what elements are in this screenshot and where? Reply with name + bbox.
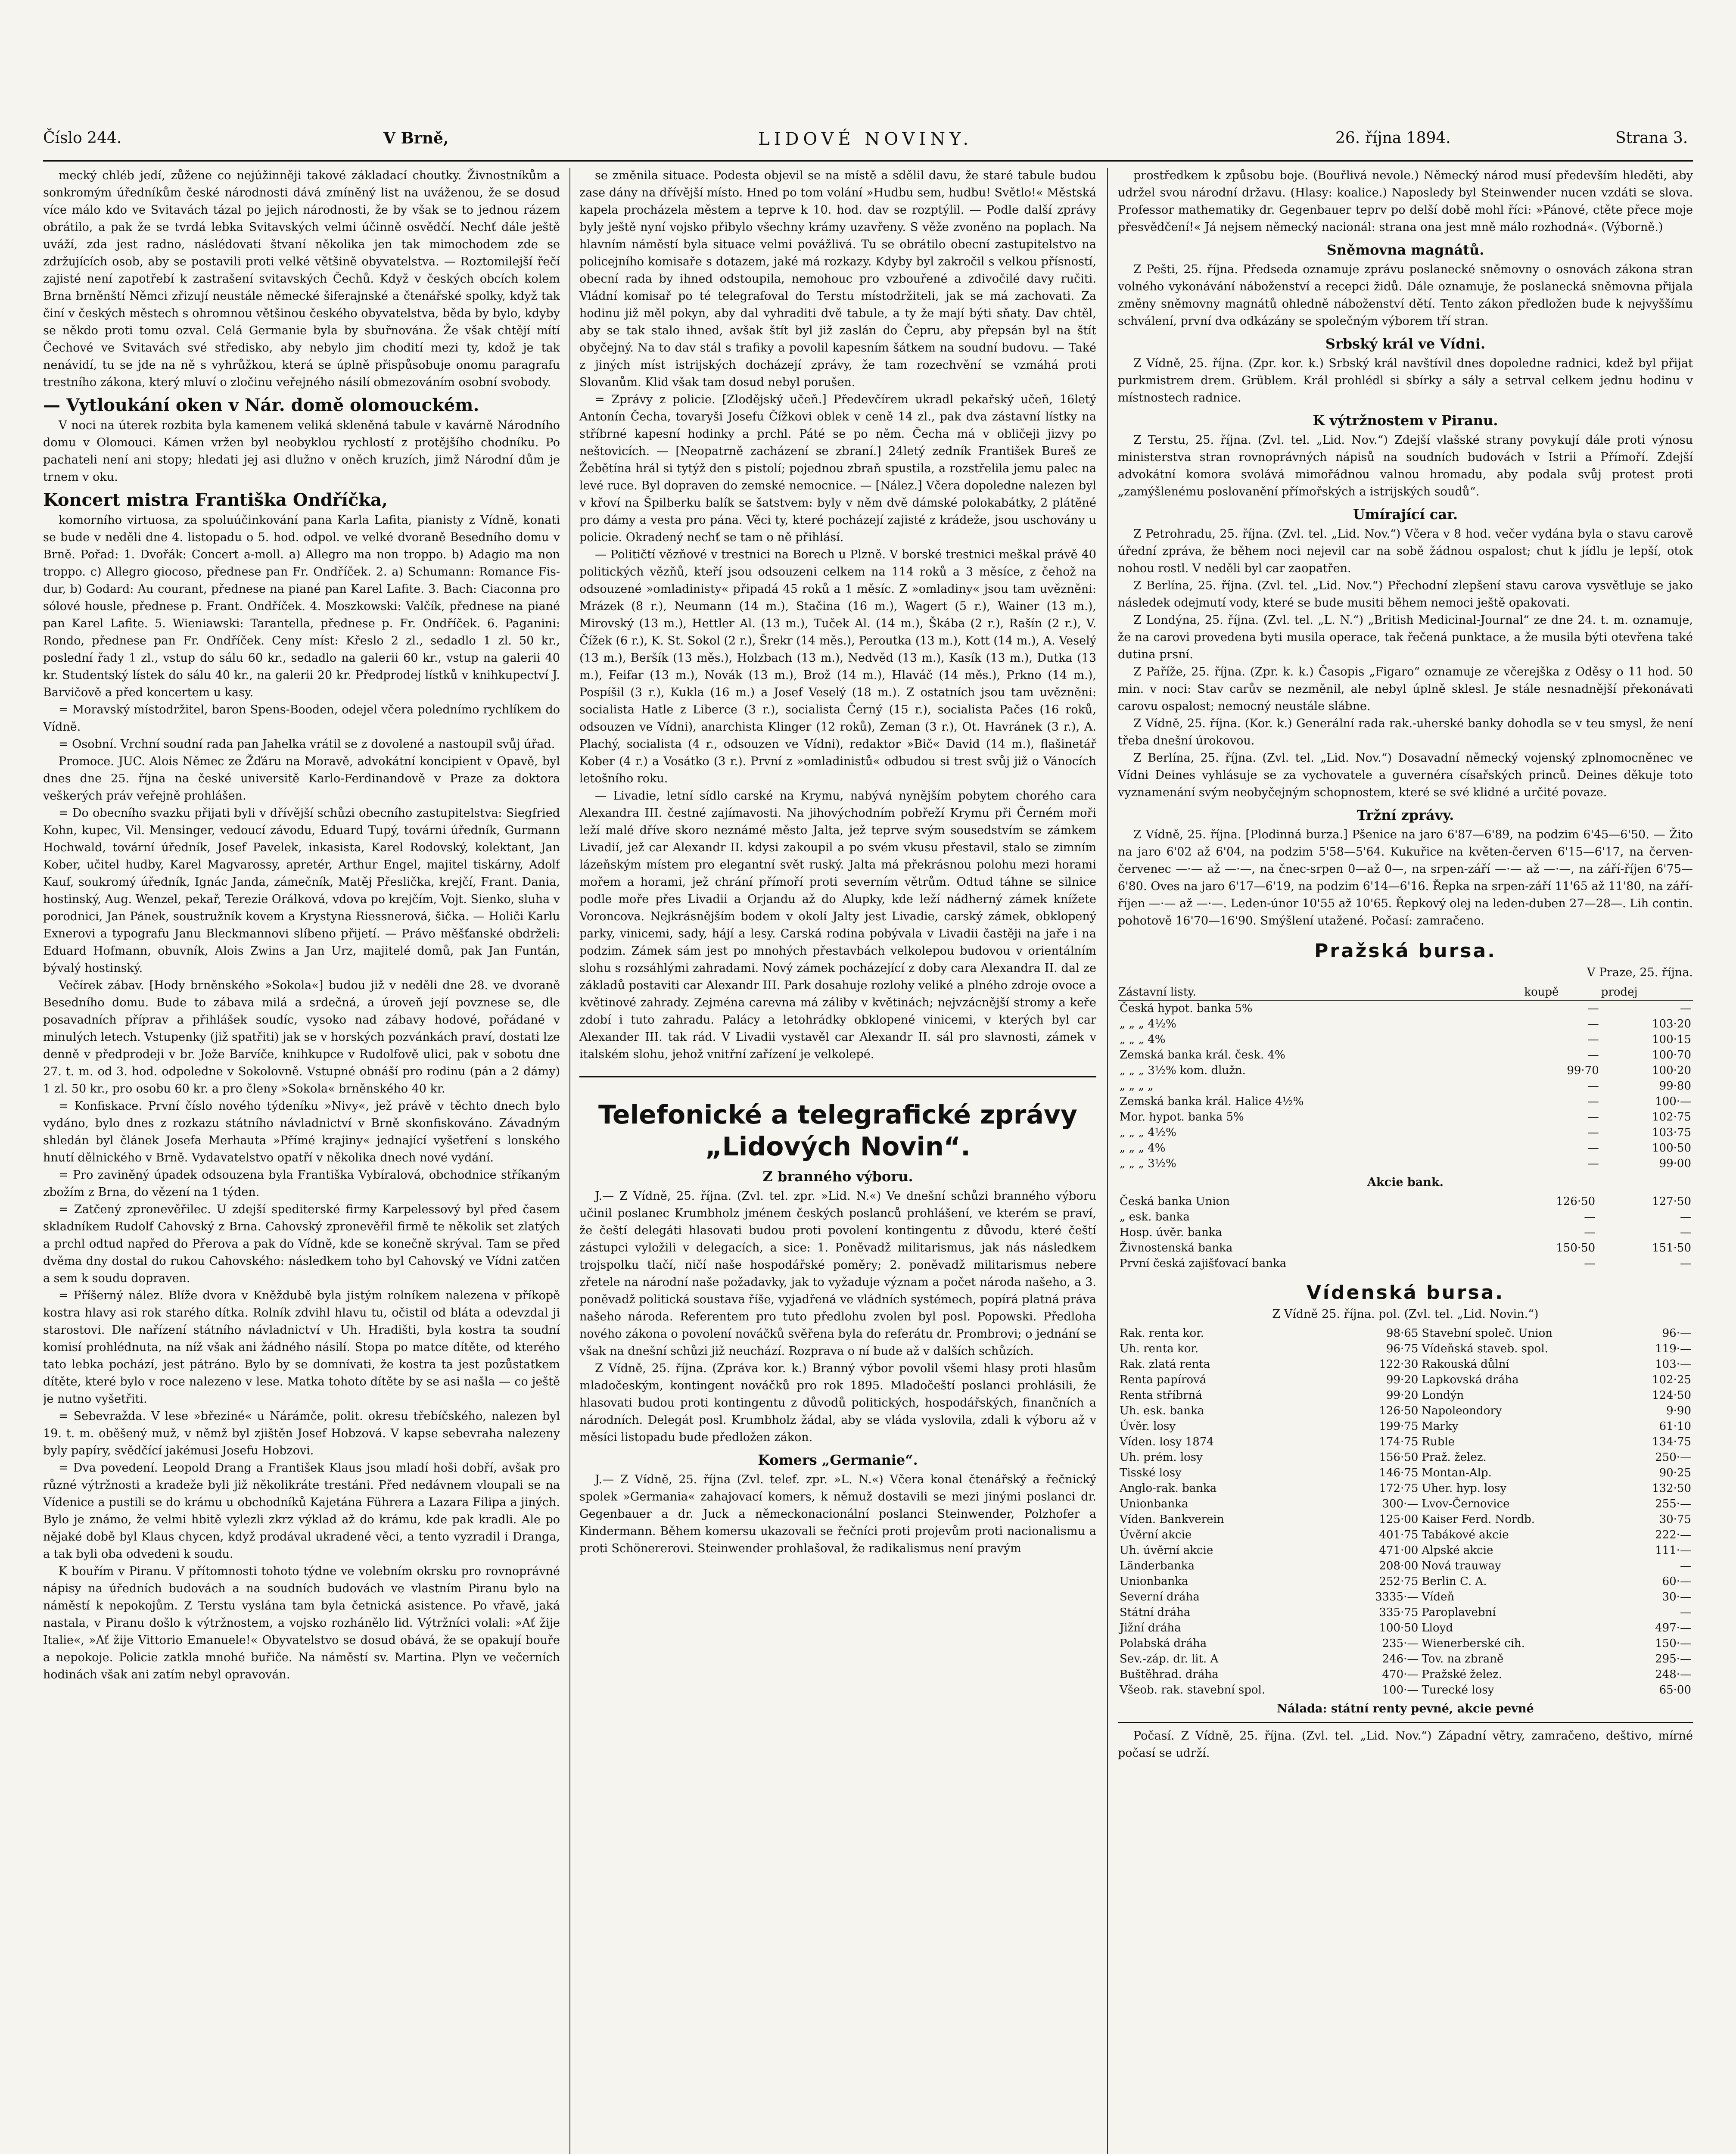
vienna-bourse-cell: Úvěr. losy — [1120, 1420, 1176, 1433]
headline-window: — Vytloukání oken v Nár. domě olomouckém. — [43, 395, 479, 415]
vienna-bourse-cell: 252·75 — [1379, 1575, 1419, 1588]
newspaper-title: LIDOVÉ NOVINY. — [758, 129, 973, 149]
table-row — [1118, 1543, 1693, 1558]
prague-bank-cell: — — [1584, 1257, 1596, 1270]
subheading-trzni: Tržní zprávy. — [1356, 807, 1454, 823]
vienna-bourse-cell: 174·75 — [1379, 1435, 1419, 1448]
prague-bourse-cell: 99·00 — [1659, 1157, 1691, 1170]
vienna-bourse-cell: Uh. esk. banka — [1120, 1404, 1204, 1417]
prague-bourse-cell: Česká hypot. banka 5% — [1120, 1002, 1253, 1015]
vienna-bourse-cell: 235·— — [1382, 1637, 1419, 1650]
prague-bourse-cell: 99·70 — [1567, 1064, 1599, 1077]
table-row — [1118, 1094, 1693, 1109]
vienna-bourse-cell: 156·50 — [1379, 1451, 1419, 1464]
vienna-bourse-cell: 470·— — [1382, 1668, 1419, 1681]
vienna-bourse-cell: 401·75 — [1379, 1528, 1419, 1541]
prague-bourse-cell: 103·20 — [1652, 1018, 1691, 1030]
table-row — [1118, 1209, 1693, 1225]
article-paragraph: komorního virtuosa, za spoluúčinkování pana Karla Lafita, pianisty z Vídně, konati se bude v neděli dne 4. listopadu o 5. hod. odpol. ve velké dvoraně Besedního domu v Brně. Pořad: 1. Dvořák: Concert a-moll. a) Allegro ma non troppo. b) Adagio ma non troppo. c) Allegro giocoso, přednese pan Fr. Ondříček. 2. a) Schumann: Romance Fis-dur, b) Godard: Au courant, přednese na piané pan Karel Lafite. 3. Bach: Ciaconna pro sólové housle, přednese p. Frant. Ondříček. 4. Moszkowski: Valčík, přednese na piané pan Karel Lafite. 5. Wieniawski: Tarantella, přednese p. Fr. Ondříček. 6. Paganini: Rondo, přednese pan Fr. Ondříček. Ceny míst: Křeslo 2 zl., sedadlo 1 zl. 50 kr., poslední řady 1 zl., vstup do sálu 60 kr., sedadlo na galerii 60 kr., vstup na galerii 40 kr. Studentský lístek do sálu 40 kr., na galerii 20 kr. Předprodej lístků v knihkupectví J. Barvičově a před koncertem u kasy. — [43, 514, 560, 699]
table-row — [1118, 1156, 1693, 1171]
prague-bourse-cell: — — [1587, 1002, 1599, 1015]
table-row — [1118, 1512, 1693, 1527]
section-rule — [1118, 1722, 1693, 1723]
vienna-bourse-cell: 125·00 — [1379, 1513, 1419, 1526]
prague-bank-cell: 151·50 — [1652, 1242, 1691, 1254]
column-divider — [569, 168, 570, 2154]
prague-bourse-cell: — — [1587, 1157, 1599, 1170]
prague-bourse-rows — [1118, 1001, 1693, 1172]
vienna-bourse-cell: Montan-Alp. — [1422, 1466, 1492, 1479]
issue-place: V Brně, — [383, 129, 449, 147]
prague-bourse-title: Pražská bursa. — [1314, 940, 1496, 962]
column-divider — [1107, 168, 1108, 2154]
vienna-bourse-cell: 3335·— — [1375, 1591, 1419, 1603]
prague-bourse-cell: — — [1587, 1049, 1599, 1061]
vienna-bourse-cell: Londýn — [1422, 1389, 1464, 1402]
vienna-bourse-cell: Wienerberské cih. — [1422, 1637, 1525, 1650]
article-paragraph: Z Petrohradu, 25. října. (Zvl. tel. „Lid. Nov.“) Včera v 8 hod. večer vydána byla o stavu carově úřední zpráva, že během noci nejevil car na sobě žádnou ospalost; chut k jídlu je lepší, otok nohou rostl. V neděli byl car zaopatřen. — [1118, 527, 1693, 575]
header-rule — [43, 160, 1693, 162]
vienna-bourse-cell: 222·— — [1655, 1528, 1691, 1541]
vienna-bourse-cell: Marky — [1422, 1420, 1459, 1433]
article-paragraph: Z Vídně, 25. října. (Zpráva kor. k.) Branný výbor povolil všemi hlasy proti hlasům mladočeským, kontingent nováčků pro rok 1895. Mladočeští poslanci prohlásili, že hlasovati budou proti kontingentu z důvodů politických, hospodářských, finančních a národních. Delegát posl. Krumbholz žádal, aby se vláda vyslovila, zdali k výboru až v měsíci listopadu bude předložen zákon. — [579, 1362, 1096, 1444]
article-paragraph: Z Vídně, 25. října. [Plodinná burza.] Pšenice na jaro 6'87—6'89, na podzim 6'45—6'50. — Žito na jaro 6'02 až 6'04, na podzim 5'58—5'64. Kukuřice na květen-červen 6'15—6'17, na červen-červenec —·— až —·—, na čnec-srpen 0—až 0—, na srpen-září —·— až —·—, na září-říjen 6'75—6'80. Oves na jaro 6'17—6'19, na podzim 6'14—6'16. Řepka na srpen-září 11'65 až 11'80, na září-říjen —·— až —·—. Leden-únor 10'55 až 10'65. Řepkový olej na leden-duben 27—28—. Lih contin. pohotově 16'70—16'90. Smýšlení utažené. Počasí: zamračeno. — [1118, 828, 1693, 928]
article-paragraph: = Zatčený zpronevěřilec. U zdejší spediterské firmy Karpelessový byl před časem skladníkem Rudolf Cahovský z Brna. Cahovský zpronevěřil firmě te několik set zlatých a prchl odtud napřed do Přerova a pak do Vídně, kde se konečně skrýval. Tam se před dvěma dny dostal do rukou Cahovského: následkem toho byl Cahovský ve Vídni zatčen a sem k soudu dopraven. — [43, 1203, 560, 1285]
vienna-bourse-cell: Víden. losy 1874 — [1120, 1435, 1214, 1448]
vienna-bourse-cell: Kaiser Ferd. Nordb. — [1422, 1513, 1535, 1526]
table-row — [1118, 1063, 1693, 1078]
column-2 — [579, 167, 1096, 2154]
prague-bourse-cell: 100·70 — [1652, 1049, 1691, 1061]
prague-bank-cell: První česká zajišťovací banka — [1120, 1257, 1287, 1270]
article-paragraph: Z Pešti, 25. října. Předseda oznamuje zprávu poslanecké sněmovny o osnovách zákona stran volného vykonávání náboženství a recepci židů. Dále oznamuje, že poslanecká sněmovna přijala změny sněmovny magnátů ohledně náboženství dětí. Tento zákon předložen bude k nejvyššímu schválení, první dva odkázány se společným výborem tří stran. — [1118, 263, 1693, 328]
vienna-bourse-cell: 30·— — [1662, 1591, 1691, 1603]
vienna-bourse-cell: Tov. na zbraně — [1422, 1653, 1504, 1665]
table-row — [1118, 1527, 1693, 1543]
prague-bourse-cell: — — [1587, 1080, 1599, 1093]
prague-bank-cell: — — [1584, 1211, 1596, 1223]
vienna-bourse-cell: Nová trauway — [1422, 1559, 1501, 1572]
table-row — [1118, 1434, 1693, 1450]
vienna-bourse-cell: Úvěrní akcie — [1120, 1528, 1192, 1541]
prague-bourse-cell: „ „ „ 4½% — [1120, 1126, 1176, 1139]
vienna-bourse-cell: 497·— — [1655, 1622, 1691, 1634]
table-row — [1118, 1419, 1693, 1434]
table-row — [1118, 1388, 1693, 1403]
prague-bank-cell: — — [1680, 1211, 1691, 1223]
article-paragraph: Z Berlína, 25. října. (Zvl. tel. „Lid. Nov.“) Přechodní zlepšení stavu carova vysvětluje se jako následek odejmutí vody, které se bude musiti během nemoci ještě opakovati. — [1118, 579, 1693, 610]
article-paragraph: Z Vídně, 25. října. (Kor. k.) Generální rada rak.-uherské banky dohodla se v teu smysl, že není třeba dnešní úrokovou. — [1118, 717, 1693, 747]
table-row — [1118, 1032, 1693, 1047]
vienna-bourse-cell: Rakouská důlní — [1422, 1358, 1509, 1371]
prague-bourse-cell: Zemská banka král. Halice 4½% — [1120, 1095, 1304, 1108]
article-paragraph: = Dva povedení. Leopold Drang a František Klaus jsou mladí hoši dobří, avšak pro různé výtržnosti a kradeže byli již několikráte trestáni. Před nedávnem vloupali se na Vídenice a pustili se do krámu u obchodníků Kajetána Führera a Lazara Filipa a jiných. Bylo je známo, že velmi hbitě vylezli zkrz výklad až do krámu, kde pak kradli. Ale po nějaké době byl Klaus chycen, když prodával ukradené věci, a tento vyzradil i Dranga, a tak byli oba odvedeni k soudu. — [43, 1461, 560, 1561]
prague-bourse-cell: „ „ „ 3½% — [1120, 1157, 1176, 1170]
table-row — [1118, 1225, 1693, 1240]
vienna-bourse-cell: Uh. renta kor. — [1120, 1342, 1199, 1355]
article-paragraph: Z Paříže, 25. října. (Zpr. k. k.) Časopis „Figaro“ oznamuje ze včerejška z Oděsy o 11 hod. 50 min. v noci: Stav carův se nezměnil, ale nebyl úplně sklesl. Je stále nesnadnější překonávati carovu ospalost; nemocný neustále slábne. — [1118, 665, 1693, 713]
article-paragraph: J.— Z Vídně, 25. října. (Zvl. tel. zpr. »Lid. N.«) Ve dnešní schůzi branného výboru učinil poslanec Krumbholz jménem českých poslanců prohlášení, ve kterém se praví, že čeští delegáti hlasovati budou proti povolení kontingentu z důvodu, které čeští zástupci vyložili v delegacích, a sice: 1. Poněvadž militarismus, jak nás následkem trojspolku tlačí, ničí naše hospodářské poměry; 2. poněvadž militarismus nebere zřetele na národní naše požadavky, jak to vyžaduje význam a počet národa našeho, a 3. poněvadž politická soustava říše, vyjadřená ve vládních systémech, popírá platná práva našeho národa. Referentem pro tuto předlohu zvolen byl posl. Popowski. Předloha nového zákona o povolení nováčků svěřena byla do referátu dr. Prombrovi; o jednání se však na dnešní schůzi již neuchází. Rozprava o ní bude až v dalších schůzích. — [579, 1189, 1096, 1358]
table-row — [1118, 1620, 1693, 1636]
article-paragraph: = Osobní. Vrchní soudní rada pan Jahelka vrátil se z dovolené a nastoupil svůj úřad. — [59, 738, 555, 751]
table-row — [1118, 1357, 1693, 1372]
prague-bourse-cell: — — [1587, 1018, 1599, 1030]
prague-bourse-cell: Zemská banka král. česk. 4% — [1120, 1049, 1285, 1061]
subheading-komers: Komers „Germanie“. — [758, 1452, 918, 1468]
headline-concert: Koncert mistra Františka Ondříčka, — [43, 490, 388, 510]
page-number: Strana 3. — [1615, 129, 1688, 147]
article-paragraph: = Příšerný nález. Blíže dvora v Kněždubě byla jistým rolníkem nalezena v příkopě kostra hlavy asi rok starého dítka. Rolník zdvihl hlavu tu, očistil od bláta a odevzdal ji starostovi. Dle nařízení státního návladnictví v Uh. Hradišti, byla kostra ta soudní komisí prohlédnuta, na níž však ani žádného násilí. Stopa po matce dítěte, od kterého tato lebka pochází, jest pátráno. Bylo by se domnívati, že kostra ta jest pozůstatkem dítěte, které bylo v roce nalezeno v lese. Matka tohoto dítěte by se asi našla — co ještě je nutno vyšetřiti. — [43, 1289, 560, 1406]
article-paragraph: = Moravský místodržitel, baron Spens-Booden, odejel včera polednímo rychlíkem do Vídně. — [43, 703, 560, 734]
vienna-bourse-cell: Länderbanka — [1120, 1559, 1195, 1572]
subheading-srbsky-kral: Srbský král ve Vídni. — [1325, 336, 1486, 352]
table-row — [1118, 1574, 1693, 1589]
table-row — [1118, 1403, 1693, 1419]
prague-bourse-cell: 100·15 — [1652, 1033, 1691, 1046]
vienna-bourse-cell: 150·— — [1655, 1637, 1691, 1650]
prague-bourse-cell: 100·50 — [1652, 1142, 1691, 1155]
vienna-bourse-cell: 9·90 — [1666, 1404, 1691, 1417]
vienna-bourse-cell: Rak. zlatá renta — [1120, 1358, 1210, 1371]
table-row — [1118, 1256, 1693, 1271]
prague-bank-cell: — — [1680, 1257, 1691, 1270]
vienna-bourse-cell: Uher. hyp. losy — [1422, 1482, 1507, 1495]
subheading-car: Umírající car. — [1353, 506, 1458, 523]
article-paragraph: — Livadie, letní sídlo carské na Krymu, nabývá nynějším pobytem chorého cara Alexandra III. čestné zajímavosti. Na jihovýchodním pobřeží Krymu při Černém moři leží malé dříve skoro neznámé město Jalta, jež teprve svým sousedstvím se zámkem Livadií, jež car Alexandr II. kdysi zakoupil a po svém vkusu přestavil, stalo se zimním lázeňským místem pro elegantní svět ruský. Jalta má překrásnou polohu mezi horami mořem a horami, jež chrání přímoří proti severním větrům. Odtud táhne se silnice podle moře přes Livadii a Orjandu až do Alupky, kde leží nádherný zámek knížete Voroncova. Nejkrásnějším bodem v okolí Jalty jest Livadie, carský zámek, obklopený parky, vinicemi, sady, hájí a lesy. Carská rodina pobývala v Livadii častěji na jaře i na podzim. Zámek sám jest po mnohých přestavbách velkolepou budovou v orientálním slohu s rozsáhlými zahradami. Nový zámek pocházející z doby cara Alexandra II. dal ze základů postaviti car Alexandr III. Park dosahuje rozlohy veliké a plného zdroje ovoce a květinové zahrady. Zejména carevna má záliby v květinách; nejvzácnější stromy a keře zdobí i tuto zahradu. Palácy a letohrádky obklopené vinicemi, v kterých byl car Alexander III. tak rád. V Livadii vystavěl car Alexandr II. sál pro slavnosti, zámek v italském slohu, jehož vnitřní zařízení je velkolepé. — [579, 789, 1096, 1061]
table-row — [1118, 1651, 1693, 1667]
table-row — [1118, 1636, 1693, 1651]
vienna-bourse-cell: 295·— — [1655, 1653, 1691, 1665]
vienna-bourse-cell: Alpské akcie — [1422, 1544, 1493, 1557]
weather-paragraph: Počasí. Z Vídně, 25. října. (Zvl. tel. „Lid. Nov.“) Západní větry, zamračeno, deštivo, mírné počasí se udrží. — [1118, 1729, 1693, 1760]
vienna-bourse-cell: Buštěhrad. dráha — [1120, 1668, 1219, 1681]
vienna-bourse-cell: Všeob. rak. stavební spol. — [1120, 1684, 1266, 1696]
vienna-bourse-cell: Lvov-Černovice — [1422, 1497, 1510, 1510]
article-paragraph: se změnila situace. Podesta objevil se na místě a sdělil davu, že staré tabule budou zase dány na dřívější místo. Hned po tom volání »Hudbu sem, hudbu! Světlo!« Městská kapela procházela městem a teprve k 10. hod. dav se rozptýlil. — Podle další zprávy byly ještě nyní vojsko přibylo všechny krámy uzavřeny. S věže zvoněno na poplach. Na hlavním náměstí byla situace velmi povážlivá. Tu se obrátilo obecní zastupitelstvo na policejního komisaře s dotazem, jaké má rozkazy. Kdyby byl zakročil s velkou přísností, obecní rada by ihned odstoupila, nemohouc pro vzbouřené a zdivočilé davy ručiti. Vládní komisař po té telegrafoval do Terstu místodržiteli, jak se má zachovati. Za hodinu již měl pokyn, aby dal vyhraditi dvě tabule, a ty že mají býti sňaty. Dav chtěl, aby se tak stalo ihned, avšak štít byl již zaslán do Čepru, aby přepsán byl na štít obyčejný. Na to dav stál s trafiky a povolil kapesním šátkem na soudní budovu. — Také z jiných míst istrijských docházejí zprávy, že tam rozechvění se vzmáhá proti Slovanům. Klid však tam dosud nebyl porušen. — [579, 169, 1096, 389]
prague-bourse-cell: — — [1587, 1142, 1599, 1155]
article-paragraph: = Konfiskace. První číslo nového týdeníku »Nivy«, jež právě v těchto dnech bylo vydáno, bylo dnes z rozkazu státního návladnictví v Brně skonfiskováno. Závadným shledán byl článek Josefa Merhauta »Přímé krajiny« jednající vyšetření s lonského hnutí dělnického v Brně. Vydavatelstvo opatří v několika dnech nové vydání. — [43, 1099, 560, 1164]
vienna-bourse-cell: Pražské želez. — [1422, 1668, 1503, 1681]
vienna-bourse-cell: 172·75 — [1379, 1482, 1419, 1495]
article-paragraph: K bouřím v Piranu. V přítomnosti tohoto týdne ve volebním okrsku pro rovnoprávné nápisy na úředních budovách a na soudních budovách ve vlastním Piranu bylo na náměstí k nepokojům. Z Terstu vyslána tam byla četnická asistence. Po vřavě, jaká nastala, v Piranu došlo k výtržnostem, a vojsko rozhánělo lid. Výtržníci volali: »Ať žije Italie«, »Ať žije Vittorio Emanuele!« Obyvatelstvo se dosud obává, že se opakují bouře a nepokoje. Policie zatkla mnohé buřiče. Na náměstí sv. Martina. Plyn ve večerních hodinách však ani zatím nebyl opravován. — [43, 1565, 560, 1681]
vienna-bourse-cell: Stavební společ. Union — [1422, 1327, 1553, 1340]
vienna-bourse-cell: Víden. Bankverein — [1120, 1513, 1224, 1526]
subheading-snemovna: Sněmovna magnátů. — [1326, 242, 1484, 258]
prague-bourse-table — [1118, 984, 1693, 1171]
vienna-bourse-cell: 248·— — [1655, 1668, 1691, 1681]
table-row — [1118, 1465, 1693, 1481]
vienna-bourse-cell: Ruble — [1422, 1435, 1455, 1448]
vienna-mood: Nálada: státní renty pevné, akcie pevné — [1277, 1702, 1534, 1715]
vienna-bourse-cell: Severní dráha — [1120, 1591, 1200, 1603]
table-row — [1118, 1558, 1693, 1574]
vienna-bourse-cell: 102·25 — [1652, 1373, 1691, 1386]
vienna-bourse-cell: 100·50 — [1379, 1622, 1419, 1634]
prague-bourse-cell: 99·80 — [1659, 1080, 1691, 1093]
vienna-bourse-cell: 96·— — [1662, 1327, 1691, 1340]
vienna-bourse-cell: 99·20 — [1386, 1373, 1419, 1386]
article-paragraph: Z Berlína, 25. října. (Zvl. tel. „Lid. Nov.“) Dosavadní německý vojenský zplnomocněnec ve Vídni Deines vyhlásuje se za vychovatele a guvernéra císařských princů. Deines děkuje toto vyznamenání svým neobyčejným schopnostem, které se své klidné a určité povaze. — [1118, 751, 1693, 799]
prague-bank-cell: Hosp. úvěr. banka — [1120, 1226, 1222, 1239]
vienna-bourse-cell: 60·— — [1662, 1575, 1691, 1588]
telegraph-heading: Telefonické a telegrafické zprávy „Lidových Novin“. — [598, 1100, 1078, 1162]
vienna-bourse-cell: Berlin C. A. — [1422, 1575, 1487, 1588]
article-paragraph: Z Vídně, 25. října. (Zpr. kor. k.) Srbský král navštívil dnes dopoledne radnici, kdež byl přijat purkmistrem drem. Grüblem. Král prohlédl si sbírky a sály a setrval celkem jednu hodinu v místnostech radnice. — [1118, 357, 1693, 405]
vienna-bourse-cell: Praž. želez. — [1422, 1451, 1487, 1464]
vienna-bourse-cell: 146·75 — [1379, 1466, 1419, 1479]
prague-bank-cell: — — [1584, 1226, 1596, 1239]
table-row — [1118, 1341, 1693, 1357]
table-row — [1118, 1450, 1693, 1465]
article-paragraph: Promoce. JUC. Alois Němec ze Žďáru na Moravě, advokátní koncipient v Opavě, byl dnes dne 25. října na české universitě Karlo-Ferdinandově v Praze za doktora veškerých práv veřejně prohlášen. — [43, 755, 560, 803]
vienna-bourse-cell: 300·— — [1382, 1497, 1419, 1510]
vienna-bourse-cell: Vídeň — [1422, 1591, 1455, 1603]
table-row — [1118, 1589, 1693, 1605]
vienna-bourse-cell: Napoleondory — [1422, 1404, 1502, 1417]
vienna-bourse-cell: 96·75 — [1386, 1342, 1419, 1355]
vienna-bourse-cell: 126·50 — [1379, 1404, 1419, 1417]
prague-bourse-cell: 103·75 — [1652, 1126, 1691, 1139]
column-1 — [43, 167, 560, 2154]
table-row — [1118, 1047, 1693, 1063]
section-rule — [579, 1076, 1096, 1077]
table-row — [1118, 1125, 1693, 1140]
vienna-bourse-cell: Jižní dráha — [1120, 1622, 1181, 1634]
vienna-bourse-cell: Renta stříbrná — [1120, 1389, 1202, 1402]
subheading-piran: K výtržnostem v Piranu. — [1313, 412, 1498, 429]
vienna-bourse-cell: Renta papírová — [1120, 1373, 1207, 1386]
vienna-bourse-cell: Státní dráha — [1120, 1606, 1191, 1619]
article-paragraph: J.— Z Vídně, 25. října (Zvl. telef. zpr. »L. N.«) Včera konal čtenářský a řečnický spolek »Germania« zahajovací komers, k němuž dostavili se mezi jinými poslanci dr. Gegenbauer a dr. Juck a německonacionální poslanci Steinwender, Polzhofer a Kindermann. Během komersu ukazovali se řečníci proti projevům proti nacionalismu a proti Schönererovi. Steinwender prohlašoval, že radikalismus není pravým — [579, 1473, 1096, 1555]
article-paragraph: = Zprávy z policie. [Zlodějský učeň.] Předevčírem ukradl pekařský učeň, 16letý Antonín Čecha, tovaryši Josefu Čížkovi oblek v ceně 14 zl., pak dva zástavní lístky na stříbrné kapesní hodinky a prchl. Páté se po něm. Čecha má v obličeji jizvy po neštovicích. — [Neopatrně zacházení se zbraní.] 24letý zedník František Bureš ze Žebětína hrál si tytýž den s pistolí; pojednou zbraň spustila, a rozstřelila jemu palec na levé ruce. Byl dopraven do zemské nemocnice. — [Nález.] Včera dopoledne nalezen byl v křoví na Špilberku balík se šatstvem: byly v něm dvě dámské polokabátky, 2 plátěné pro dámy a vesta pro pána. Věci ty, které pocházejí zajisté z krádeže, jsou uschovány u policie. Okradený nechť se tam o ně přihlásí. — [579, 393, 1096, 544]
vienna-bourse-cell: Sev.-záp. dr. lit. A — [1120, 1653, 1219, 1665]
article-paragraph: V noci na úterek rozbita byla kamenem veliká skleněná tabule v kavárně Národního domu v Olomouci. Kámen vržen byl neobyklou rychlostí z protějšího chodníku. Po pachateli není ani stopy; hledati jej asi dlužno v oněch kruzích, jimž Národní dům je trnem v oku. — [43, 419, 560, 484]
article-paragraph: — Političtí vězňové v trestnici na Borech u Plzně. V borské trestnici meškal právě 40 politických vězňů, kteří jsou odsouzeni celkem na 114 roků a 3 měsíce, z čehož na odsouzené »omladinisty« připadá 45 roků a 1 měsíc. Z »omladiny« jsou tam uvězněni: Mrázek (8 r.), Neumann (14 m.), Stačina (16 m.), Wagert (5 r.), Wainer (13 m.), Mirovský (13 m.), Hettler Al. (13 m.), Tuček Al. (14 m.), Škába (2 r.), Rašín (2 r.), V. Čížek (6 r.), K. St. Sokol (2 r.), Šrekr (14 měs.), Peroutka (13 m.), Kott (14 m.), A. Veselý (13 m.), Beršík (13 měs.), Holzbach (13 m.), Nedvěd (13 m.), Kasík (13 m.), Dutka (13 m.), Feifar (13 m.), Novák (13 m.), Brož (14 m.), Hlaváč (14 měs.), Prkno (14 m.), Pospíšil (3 r.), Kukla (16 m.) a Josef Veselý (18 m.). Z ostatních jsou tam uvězněni: socialista Hatle z Liberce (3 r.), socialista Černý (15 r.), socialista Pačes (16 roků, odsouzen ve Vídni), anarchista Klinger (12 roků), Zeman (3 r.), Ot. Havránek (3 r.), A. Plachý, socialista (4 r., odsouzen ve Vídni), redaktor »Bič« David (14 m.), flašinetář Kober (4 r.) a Vosátko (3 r.). První z »omladinistů« odbudou si trest svůj již o Vánocích letošního roku. — [579, 548, 1096, 785]
vienna-bourse-cell: Anglo-rak. banka — [1120, 1482, 1217, 1495]
prague-bourse-cell: „ „ „ 4½% — [1120, 1018, 1176, 1030]
article-paragraph: mecký chléb jedí, zůžene co nejúžinněji takové základací choutky. Živnostníkům a sonkromým úředníkům české národnosti dává zmíněný list na uváženou, že se dosud více málo kdo ve Svitavách tázal po jejich národnosti, že by však se to jednou rázem obrátilo, a pak že se tvrdá lebka Svitavských velmi účinně osvědčí. Nechť dále ještě uváží, zda jest radno, náslédovati štvaní několika jen tak mimochodem zde se zdržujících osob, aby se postavili proti velké většině obyvatelstva. — Roztomilejší řečí zajisté není zapotřebí k zastrašení svitavských Čechů. Když v českých obcích kolem Brna brněnští Němci zřizují neustále německé šiferajnské a čtenářské spolky, když tak činí v českých městech s ohromnou většinou českého obyvatelstva, běda by bylo, kdyby se někdo proti tomu ozval. Celá Germanie byla by sbuřnována. Že však chtějí mítí Čechové ve Svitavách své středisko, aby nebylo jim chodití mezi ty, kdož je tak nenávidí, tu se jde na ně s vyhrůžkou, která se úplně přispůsobuje onomu paragrafu trestního zákona, který mluví o zločinu veřejného násilí obmezováním osobní svobody. — [43, 169, 560, 389]
table-row — [1118, 1682, 1693, 1698]
article-paragraph: Z Terstu, 25. října. (Zvl. tel. „Lid. Nov.“) Zdejší vlašské strany povykují dále proti výnosu ministerstva stran rovnoprávných nápisů na soudních budovách v Istrii a Přímoří. Zdejší advokátní komora svolává mimořádnou valnou hromadu, aby podala svůj protest proti „zamýšlenému poslovanění přímořských a istrijských soudů“. — [1118, 433, 1693, 498]
table-row — [1118, 1481, 1693, 1496]
table-row — [1118, 1496, 1693, 1512]
vienna-bourse-cell: 250·— — [1655, 1451, 1691, 1464]
vienna-bourse-title: Vídenská bursa. — [1306, 1282, 1505, 1304]
prague-bank-rows — [1118, 1194, 1693, 1271]
vienna-bourse-cell: Uh. úvěrní akcie — [1120, 1544, 1213, 1557]
prague-bank-cell: Živnostenská banka — [1120, 1242, 1233, 1254]
column-header: prodej — [1601, 984, 1693, 1001]
column-3 — [1118, 167, 1693, 2154]
prague-bourse-cell: — — [1587, 1126, 1599, 1139]
column-header: Zástavní listy. — [1118, 984, 1524, 1001]
vienna-bourse-rows — [1118, 1326, 1693, 1698]
article-paragraph: prostředkem k způsobu boje. (Bouřlivá nevole.) Německý národ musí především hleděti, aby udržel svou národní državu. (Hlasy: koalice.) Naposledy byl Steinwender nucen vzdáti se slova. Professor mathematiky dr. Gegenbauer teprv po delší době mohl říci: »Pánové, ctěte přece moje přesvědčení!« Já nejsem německý nacionál: strana ona jest mně málo rozhodná«. (Výborně.) — [1118, 169, 1693, 234]
vienna-bourse-cell: Tisské losy — [1120, 1466, 1182, 1479]
article-paragraph: Večírek zábav. [Hody brněnského »Sokola«] budou již v neděli dne 28. ve dvoraně Besedního domu. Bude to zábava milá a srdečná, a úroveň její povznese se, dle posavadních příprav a přihlášek soudíc, vysoko nad zábavy hodové, pořádané v minulých letech. Vstupenky (již spatřiti) jak se v horských pozvánkách praví, dostati lze denně v předprodeji v br. Jože Barvíče, knihkupce v Rudolfově ulici, pak v sobotu dne 27. t. m. od 3. hod. odpoledne v Sokolovně. Vstupné obnáší pro rodinu (pán a 2 dámy) 1 zl. 50 kr., pro osobu 60 kr. a pro členy »Sokola« brněnského 40 kr. — [43, 979, 560, 1096]
prague-bank-table — [1118, 1194, 1693, 1271]
prague-bourse-cell: „ „ „ 4% — [1120, 1033, 1166, 1046]
vienna-bourse-cell: 65·00 — [1659, 1684, 1691, 1696]
vienna-bourse-cell: — — [1680, 1559, 1691, 1572]
vienna-bourse-cell: 471·00 — [1379, 1544, 1419, 1557]
vienna-bourse-cell: Rak. renta kor. — [1120, 1327, 1204, 1340]
vienna-bourse-cell: Polabská dráha — [1120, 1637, 1207, 1650]
page-header — [43, 129, 1693, 155]
vienna-bourse-cell: 246·— — [1382, 1653, 1419, 1665]
vienna-bourse-cell: 98·65 — [1386, 1327, 1419, 1340]
vienna-bourse-cell: Unionbanka — [1120, 1497, 1188, 1510]
prague-bourse-cell: Mor. hypot. banka 5% — [1120, 1111, 1244, 1124]
vienna-bourse-cell: 100·— — [1382, 1684, 1419, 1696]
prague-bank-cell: — — [1680, 1226, 1691, 1239]
prague-bourse-cell: 102·75 — [1652, 1111, 1691, 1124]
prague-bank-cell: 150·50 — [1556, 1242, 1596, 1254]
prague-bank-cell: 127·50 — [1652, 1195, 1691, 1208]
prague-bourse-cell: „ „ „ 4% — [1120, 1142, 1166, 1155]
vienna-bourse-cell: Paroplavební — [1422, 1606, 1496, 1619]
table-row — [1118, 1372, 1693, 1388]
vienna-bourse-cell: 335·75 — [1379, 1606, 1419, 1619]
table-row — [1118, 1109, 1693, 1125]
table-row — [1118, 1140, 1693, 1156]
vienna-bourse-cell: Unionbanka — [1120, 1575, 1188, 1588]
article-paragraph: = Pro zaviněný úpadek odsouzena byla Františka Vybíralová, obchodnice stříkaným zbožím z Brna, do vězení na 1 týden. — [43, 1168, 560, 1199]
prague-bourse-cell: 100·— — [1655, 1095, 1691, 1108]
vienna-bourse-cell: 132·50 — [1652, 1482, 1691, 1495]
issue-number: Číslo 244. — [43, 129, 122, 147]
prague-bourse-cell: „ „ „ 3½% kom. dlužn. — [1120, 1064, 1246, 1077]
subheading-branny: Z branného výboru. — [762, 1168, 913, 1185]
article-paragraph: Z Londýna, 25. října. (Zvl. tel. „L. N.“) „British Medicinal-Journal“ ze dne 24. t. m. oznamuje, že na carovi provedena byti musila operace, tak řečená punktace, a že musila býti otevřena také dutina prsní. — [1118, 613, 1693, 661]
vienna-bourse-cell: 255·— — [1655, 1497, 1691, 1510]
vienna-bourse-dateline: Z Vídně 25. října. pol. (Zvl. tel. „Lid. Novin.“) — [1272, 1307, 1539, 1321]
vienna-bourse-cell: Uh. prém. losy — [1120, 1451, 1203, 1464]
vienna-bourse-cell: Lapkovská dráha — [1422, 1373, 1519, 1386]
prague-bourse-cell: 100·20 — [1652, 1064, 1691, 1077]
vienna-bourse-cell: 124·50 — [1652, 1389, 1691, 1402]
table-row — [1118, 1016, 1693, 1032]
vienna-bourse-cell: Lloyd — [1422, 1622, 1453, 1634]
article-paragraph: = Sebevražda. V lese »březiné« u Nárámče, polit. okresu třebíčského, nalezen byl 19. t. m. oběšený muž, v němž byl zjištěn Josef Hobzová. V kapse sebevraha nalezeny byly papíry, svědčící jakémusi Josefu Hobzovi. — [43, 1410, 560, 1457]
table-row — [1118, 1667, 1693, 1682]
table-row — [1118, 1001, 1693, 1017]
table-row — [1118, 1605, 1693, 1620]
prague-bourse-cell: — — [1680, 1002, 1691, 1015]
vienna-bourse-table — [1118, 1326, 1693, 1698]
prague-bank-cell: „ esk. banka — [1120, 1211, 1190, 1223]
column-header: koupě — [1524, 984, 1600, 1001]
prague-bourse-cell: — — [1587, 1095, 1599, 1108]
vienna-bourse-cell: 122·30 — [1379, 1358, 1419, 1371]
vienna-bourse-cell: Turecké losy — [1422, 1684, 1494, 1696]
prague-bank-cell: 126·50 — [1556, 1195, 1596, 1208]
vienna-bourse-cell: 90·25 — [1659, 1466, 1691, 1479]
issue-date: 26. října 1894. — [1335, 129, 1451, 147]
vienna-bourse-cell: 30·75 — [1659, 1513, 1691, 1526]
prague-bourse-cell: — — [1587, 1111, 1599, 1124]
prague-bourse-cell: „ „ „ „ — [1120, 1080, 1154, 1093]
table-row — [1118, 1240, 1693, 1256]
table-row — [1118, 1326, 1693, 1341]
vienna-bourse-cell: 119·— — [1655, 1342, 1691, 1355]
vienna-bourse-cell: 99·20 — [1386, 1389, 1419, 1402]
prague-akcie-heading: Akcie bank. — [1367, 1176, 1444, 1189]
vienna-bourse-cell: 134·75 — [1652, 1435, 1691, 1448]
vienna-bourse-cell: 199·75 — [1379, 1420, 1419, 1433]
vienna-bourse-cell: 111·— — [1655, 1544, 1691, 1557]
vienna-bourse-cell: Tabákové akcie — [1422, 1528, 1509, 1541]
vienna-bourse-cell: Vídeňská staveb. spol. — [1422, 1342, 1548, 1355]
article-paragraph: = Do obecního svazku přijati byli v dřívější schůzi obecního zastupitelstva: Siegfried Kohn, kupec, Vil. Mensinger, vedoucí závodu, Eduard Tupý, továrni úředník, Gurmann Hochwald, tovární úředník, Josef Pavelek, inkasista, Karel Rodovský, kolektant, Jan Kober, učitel hudby, Karel Magvarossy, apretér, Arthur Engel, majitel tiskárny, Adolf Kauf, soukromý úředník, Ignác Janda, zámečník, Matěj Přeslička, krejčí, Frant. Dania, hostinský, Aug. Wenzel, pekař, Terezie Orálková, vdova po krejčím, Vojt. Sienko, sluha v porodnici, Jan Pánek, soustružník kovem a Krystyna Riessnerová, šička. — Holiči Karlu Exnerovi a typografu Janu Bleckmannovi slíbeno přijetí. — Právo měšťanské obdrželi: Eduard Hofmann, obuvník, Alois Zwins a Jan Urz, majitelé domů, pak Jan Funtán, bývalý hostinský. — [43, 806, 560, 975]
table-row — [1118, 1078, 1693, 1094]
prague-bourse-dateline: V Praze, 25. října. — [1587, 966, 1693, 979]
vienna-bourse-cell: — — [1680, 1606, 1691, 1619]
vienna-bourse-cell: 103·— — [1655, 1358, 1691, 1371]
table-row — [1118, 1194, 1693, 1209]
vienna-bourse-cell: 61·10 — [1659, 1420, 1691, 1433]
prague-bourse-cell: — — [1587, 1033, 1599, 1046]
prague-bank-cell: Česká banka Union — [1120, 1195, 1230, 1208]
vienna-bourse-cell: 208·00 — [1379, 1559, 1419, 1572]
